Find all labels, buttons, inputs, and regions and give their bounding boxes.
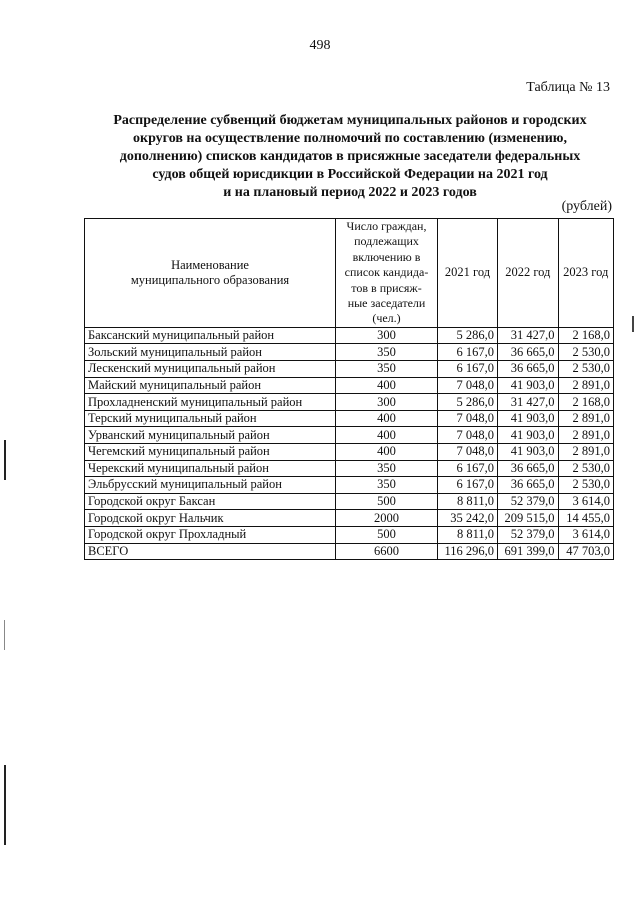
cell-2021: 116 296,0 — [438, 543, 498, 560]
cell-2023: 2 530,0 — [558, 460, 613, 477]
cell-2023: 2 168,0 — [558, 394, 613, 411]
cell-count: 400 — [336, 444, 438, 461]
cell-2023: 47 703,0 — [558, 543, 613, 560]
cell-2021: 6 167,0 — [438, 460, 498, 477]
header-2021: 2021 год — [438, 219, 498, 328]
table-row — [85, 444, 614, 461]
header-count-line: включению в — [352, 249, 421, 264]
cell-2022: 31 427,0 — [498, 394, 559, 411]
cell-name: Лескенский муниципальный район — [85, 361, 336, 378]
cell-2022: 31 427,0 — [498, 327, 559, 344]
scan-margin-mark — [4, 765, 6, 845]
table-body — [85, 327, 614, 559]
cell-2023: 3 614,0 — [558, 526, 613, 543]
cell-2022: 41 903,0 — [498, 427, 559, 444]
header-2022: 2022 год — [498, 219, 559, 328]
cell-2022: 691 399,0 — [498, 543, 559, 560]
cell-2021: 7 048,0 — [438, 377, 498, 394]
cell-count: 350 — [336, 344, 438, 361]
cell-name: ВСЕГО — [85, 543, 336, 560]
cell-2022: 41 903,0 — [498, 377, 559, 394]
header-count-line: подлежащих — [354, 234, 419, 249]
header-count-line: Число граждан, — [346, 219, 427, 233]
title-line: и на плановый период 2022 и 2023 годов — [223, 185, 477, 200]
header-count-line: ные заседатели — [347, 296, 426, 311]
cell-count: 300 — [336, 327, 438, 344]
header-row — [85, 219, 614, 328]
scan-margin-mark — [4, 440, 6, 480]
table-row — [85, 327, 614, 344]
cell-2021: 35 242,0 — [438, 510, 498, 527]
cell-2022: 41 903,0 — [498, 444, 559, 461]
cell-2023: 2 891,0 — [558, 410, 613, 427]
table-row — [85, 344, 614, 361]
header-count-line: тов в присяж- — [351, 280, 422, 295]
title-line: Распределение субвенций бюджетам муниципальных районов и городских — [113, 113, 587, 128]
page-number: 498 — [309, 38, 331, 53]
cell-2021: 7 048,0 — [438, 410, 498, 427]
title-line: судов общей юрисдикции в Российской Федерации на 2021 год — [152, 167, 548, 182]
cell-count: 400 — [336, 410, 438, 427]
cell-name: Урванский муниципальный район — [85, 427, 336, 444]
title-line: округов на осуществление полномочий по составлению (изменению, — [133, 131, 567, 146]
table-row — [85, 493, 614, 510]
cell-2021: 7 048,0 — [438, 427, 498, 444]
cell-count: 350 — [336, 361, 438, 378]
cell-2021: 5 286,0 — [438, 327, 498, 344]
units-label: (рублей) — [561, 199, 612, 214]
cell-name: Черекский муниципальный район — [85, 460, 336, 477]
cell-name: Зольский муниципальный район — [85, 344, 336, 361]
cell-2023: 2 530,0 — [558, 361, 613, 378]
table-row — [85, 526, 614, 543]
cell-2023: 14 455,0 — [558, 510, 613, 527]
table-row — [85, 394, 614, 411]
scan-margin-tick — [632, 316, 634, 332]
header-2023: 2023 год — [558, 219, 613, 328]
cell-2021: 5 286,0 — [438, 394, 498, 411]
cell-2022: 52 379,0 — [498, 526, 559, 543]
cell-2023: 2 891,0 — [558, 427, 613, 444]
cell-2023: 2 530,0 — [558, 344, 613, 361]
cell-name: Городской округ Нальчик — [85, 510, 336, 527]
table-row — [85, 427, 614, 444]
table-row — [85, 361, 614, 378]
cell-2022: 209 515,0 — [498, 510, 559, 527]
cell-2022: 36 665,0 — [498, 361, 559, 378]
cell-count: 400 — [336, 377, 438, 394]
cell-2021: 8 811,0 — [438, 526, 498, 543]
cell-2021: 6 167,0 — [438, 344, 498, 361]
table-row — [85, 410, 614, 427]
table-row — [85, 543, 614, 560]
cell-count: 350 — [336, 477, 438, 494]
cell-name: Баксанский муниципальный район — [85, 327, 336, 344]
table-label: Таблица № 13 — [526, 80, 610, 95]
document-title — [60, 112, 640, 202]
cell-2023: 3 614,0 — [558, 493, 613, 510]
header-name-line: муниципального образования — [130, 272, 290, 287]
cell-2021: 7 048,0 — [438, 444, 498, 461]
title-line: дополнению) списков кандидатов в присяжные заседатели федеральных — [119, 149, 581, 164]
cell-count: 2000 — [336, 510, 438, 527]
table-row — [85, 377, 614, 394]
header-count-line: список кандида- — [344, 265, 429, 280]
cell-count: 400 — [336, 427, 438, 444]
header-count-line: (чел.) — [372, 311, 401, 326]
cell-name: Эльбрусский муниципальный район — [85, 477, 336, 494]
subvention-table — [84, 218, 614, 560]
cell-2021: 6 167,0 — [438, 361, 498, 378]
table-row — [85, 510, 614, 527]
cell-count: 500 — [336, 526, 438, 543]
header-name — [85, 219, 336, 328]
header-name-line: Наименование — [171, 257, 249, 272]
cell-name: Городской округ Баксан — [85, 493, 336, 510]
cell-2023: 2 168,0 — [558, 327, 613, 344]
cell-2022: 52 379,0 — [498, 493, 559, 510]
cell-count: 350 — [336, 460, 438, 477]
cell-2022: 36 665,0 — [498, 477, 559, 494]
cell-name: Майский муниципальный район — [85, 377, 336, 394]
table-row — [85, 477, 614, 494]
header-count — [336, 219, 438, 328]
cell-name: Терский муниципальный район — [85, 410, 336, 427]
cell-2022: 36 665,0 — [498, 344, 559, 361]
cell-2021: 8 811,0 — [438, 493, 498, 510]
cell-count: 300 — [336, 394, 438, 411]
scan-margin-mark — [4, 620, 5, 650]
cell-2023: 2 530,0 — [558, 477, 613, 494]
cell-count: 500 — [336, 493, 438, 510]
cell-count: 6600 — [336, 543, 438, 560]
cell-name: Прохладненский муниципальный район — [85, 394, 336, 411]
cell-name: Городской округ Прохладный — [85, 526, 336, 543]
cell-2022: 36 665,0 — [498, 460, 559, 477]
cell-2023: 2 891,0 — [558, 377, 613, 394]
cell-2023: 2 891,0 — [558, 444, 613, 461]
cell-name: Чегемский муниципальный район — [85, 444, 336, 461]
cell-2022: 41 903,0 — [498, 410, 559, 427]
cell-2021: 6 167,0 — [438, 477, 498, 494]
table-row — [85, 460, 614, 477]
